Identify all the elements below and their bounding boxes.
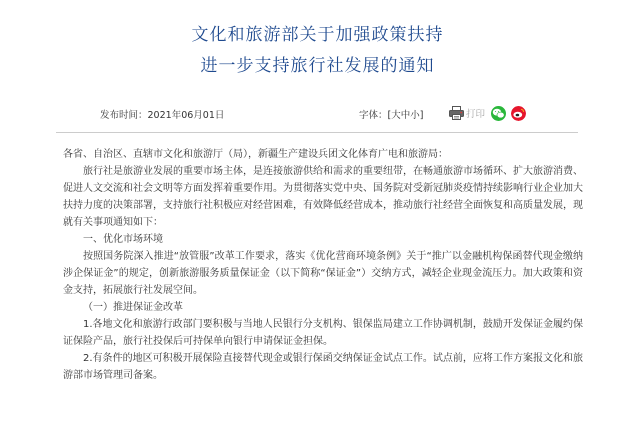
page-title-line-1: 文化和旅游部关于加强政策扶持: [191, 25, 444, 45]
printer-icon[interactable]: [449, 106, 464, 120]
font-bracket-close: ]: [419, 110, 424, 121]
font-bracket-open: [: [387, 110, 392, 121]
print-link[interactable]: 打印: [466, 109, 486, 120]
publish-info: [100, 107, 224, 121]
section-1-heading: 一、优化市场环境: [83, 234, 163, 245]
article-meta-bar: [0, 104, 635, 122]
font-medium-link[interactable]: 中: [400, 110, 411, 121]
wechat-icon[interactable]: [491, 106, 506, 121]
page-title-line-2: 进一步支持旅行社发展的通知: [200, 56, 435, 76]
header-divider: [56, 132, 578, 133]
intro-paragraph: 旅行社是旅游业发展的重要市场主体，是连接旅游供给和需求的重要纽带，在畅通旅游市场循环、扩大旅游消费、促进人文交流和社会文明等方面发挥着重要作用。为贯彻落实党中央、国务院对受新冠肺炎疫情持续影响行业企业加大扶持力度的决策部署，支持旅行社积极应对经营困难，有效降低经营成本，推动旅行社经营全面恢复和高质量发展，现就有关事项通知如下：: [63, 166, 583, 228]
section-1-paragraph: 按照国务院深入推进“放管服”改革工作要求，落实《优化营商环境条例》关于“推广以金融机构保函替代现金缴纳涉企保证金”的规定，创新旅游服务质量保证金（以下简称“保证金”）交纳方式，减轻企业现金流压力。加大政策和资金支持，拓展旅行社发展空间。: [63, 251, 583, 296]
font-small-link[interactable]: 小: [410, 110, 420, 121]
font-size-label: 字体：: [359, 110, 388, 121]
publish-date: 2021年06月01日: [147, 110, 225, 121]
weibo-icon[interactable]: [511, 106, 526, 121]
item-2-paragraph: 2.有条件的地区可积极开展保险直接替代现金或银行保函交纳保证金试点工作。试点前，应将工作方案报文化和旅游部市场管理司备案。: [63, 353, 583, 381]
subsection-1-heading: （一）推进保证金改革: [83, 302, 183, 313]
font-large-link[interactable]: 大: [391, 110, 401, 121]
salutation: 各省、自治区、直辖市文化和旅游厅（局），新疆生产建设兵团文化体育广电和旅游局：: [63, 149, 448, 160]
item-1-paragraph: 1.各地文化和旅游行政部门要积极与当地人民银行分支机构、银保监局建立工作协调机制，鼓励开发保证金履约保证保险产品，旅行社投保后可持保单向银行申请保证金担保。: [63, 319, 583, 347]
publish-label: 发布时间：: [100, 110, 148, 121]
article-body: [63, 146, 583, 384]
share-tools: [449, 104, 531, 122]
font-size-selector: [359, 107, 424, 121]
